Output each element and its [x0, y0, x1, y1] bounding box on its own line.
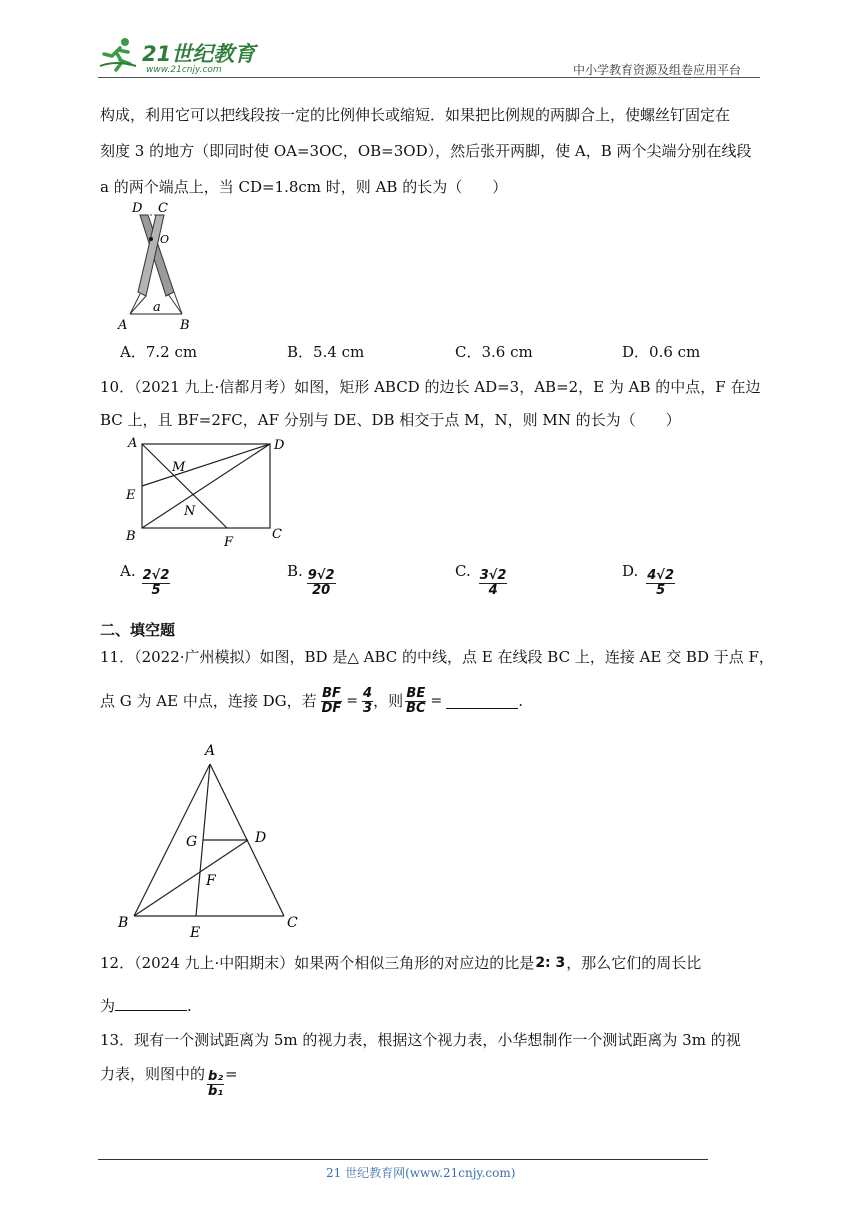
q13-line-2: 力表，则图中的 $\frac{\text{b₂}}{\text{b₁}}$ = — [100, 1065, 238, 1099]
q9-line-1: 构成，利用它可以把线段按一定的比例伸长或缩短．如果把比例规的两脚合上，使螺丝钉固定在 — [100, 106, 731, 124]
q9-line-2: 刻度 3 的地方（即同时使 OA=3OC，OB=3OD），然后张开两脚，使 A，B 两个尖端分别在线段 — [100, 142, 752, 160]
q9-label-A: A — [118, 318, 128, 332]
q10-label-D: D — [274, 438, 285, 453]
q10-option-b: B. $\frac{9√2}{20}$ — [287, 562, 335, 598]
q10-option-c: C. $\frac{3√2}{4}$ — [455, 562, 507, 598]
q10-label-B: B — [126, 529, 136, 544]
q11-label-B: B — [118, 915, 129, 931]
q10-label-N: N — [184, 504, 196, 519]
q9-option-a: A．7.2 cm — [120, 343, 198, 361]
q9-label-a: a — [153, 300, 161, 315]
q10-option-a: A. $\frac{2√2}{5}$ — [120, 562, 170, 598]
q10-label-M: M — [172, 460, 186, 475]
q9-option-d: D．0.6 cm — [622, 343, 701, 361]
footer-rule — [98, 1159, 708, 1160]
q10-option-d: D. $\frac{4√2}{5}$ — [622, 562, 675, 598]
q10-label-A: A — [128, 436, 138, 451]
q10-rectangle-figure — [120, 432, 300, 550]
q12-line-2: 为 . — [100, 997, 192, 1015]
q10-label-F: F — [224, 535, 234, 550]
header — [98, 34, 760, 78]
section-title-fill-in: 二、填空题 — [100, 621, 176, 639]
q11-triangle-figure — [112, 738, 308, 940]
q11-label-F: F — [206, 873, 216, 889]
q10-label-C: C — [272, 527, 282, 542]
logo-text: 21世纪教育 — [142, 42, 256, 66]
q11-label-A: A — [205, 743, 216, 759]
q11-line-1: 11．（2022·广州模拟）如图，BD 是△ ABC 的中线，点 E 在线段 BC 上，连接 AE 交 BD 于点 F， — [100, 648, 774, 666]
q10-line-2: BC 上，且 BF=2FC，AF 分别与 DE、DB 相交于点 M，N，则 MN 的长为（ ） — [100, 411, 681, 429]
q9-label-B: B — [180, 318, 190, 332]
q11-label-E: E — [190, 925, 201, 940]
q9-label-C: C — [158, 201, 168, 216]
q12-answer-blank[interactable] — [115, 996, 187, 1011]
q10-label-E: E — [126, 488, 136, 503]
footer-text: 21 世纪教育网(www.21cnjy.com) — [326, 1166, 516, 1180]
q12-line-1: 12．（2024 九上·中阳期末）如果两个相似三角形的对应边的比是 2: 3 ，那么它们的周长比 — [100, 954, 702, 972]
logo-runner-icon — [98, 36, 138, 74]
logo-url: www.21cnjy.com — [146, 65, 222, 75]
q9-proportional-compass-figure — [112, 196, 198, 332]
q11-label-C: C — [287, 915, 298, 931]
q9-label-O: O — [160, 233, 170, 246]
q10-line-1: 10．（2021 九上·信都月考）如图，矩形 ABCD 的边长 AD=3，AB=2，E 为 AB 的中点，F 在边 — [100, 378, 761, 396]
q9-option-b: B．5.4 cm — [287, 343, 365, 361]
header-platform-text: 中小学教育资源及组卷应用平台 — [573, 63, 742, 77]
q9-option-c: C．3.6 cm — [455, 343, 533, 361]
q11-line-2: 点 G 为 AE 中点，连接 DG，若 $\frac{BF}{DF}$ = $\frac{4}{3}$ ，则 $\frac{BE}{BC}$ = . — [100, 685, 524, 716]
q11-label-G: G — [186, 834, 198, 850]
q11-answer-blank[interactable] — [446, 694, 518, 709]
q9-label-D: D — [132, 201, 143, 216]
q9-line-3: a 的两个端点上，当 CD=1.8cm 时，则 AB 的长为（ ） — [100, 178, 508, 196]
q13-line-1: 13．现有一个测试距离为 5m 的视力表，根据这个视力表，小华想制作一个测试距离为 3m 的视 — [100, 1031, 741, 1049]
header-rule — [98, 77, 760, 78]
q11-label-D: D — [255, 830, 267, 846]
